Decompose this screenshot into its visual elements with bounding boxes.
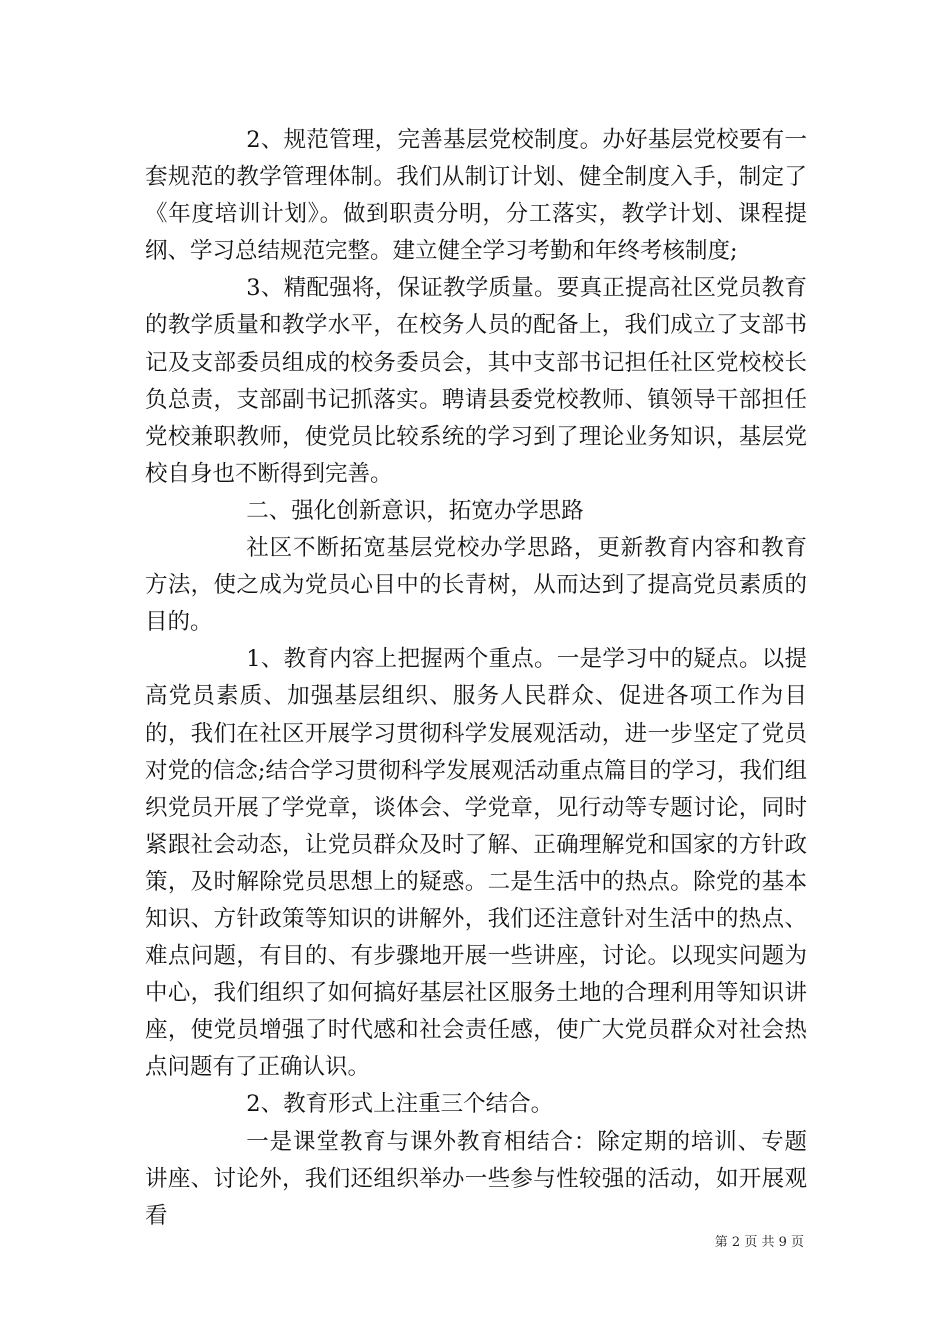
- section-heading: 二、强化创新意识，拓宽办学思路: [246, 497, 584, 524]
- paragraph-3: 社区不断拓宽基层党校办学思路，更新教育内容和教育方法，使之成为党员心目中的长青树，从而达到了提高党员素质的目的。: [145, 535, 807, 636]
- paragraph-4: 1、教育内容上把握两个重点。一是学习中的疑点。以提高党员素质、加强基层组织、服务人民群众、促进各项工作为目的，我们在社区开展学习贯彻科学发展观活动，进一步坚定了党员对党的信念;结合学习贯彻科学发展观活动重点篇目的学习，我们组织党员开展了学党章，谈体会、学党章，见行动等专题讨论，同时紧跟社会动态，让党员群众及时了解、正确理解党和国家的方针政策，及时解除党员思想上的疑惑。二是生活中的热点。除党的基本知识、方针政策等知识的讲解外，我们还注意针对生活中的热点、难点问题，有目的、有步骤地开展一些讲座，讨论。以现实问题为中心，我们组织了如何搞好基层社区服务土地的合理利用等知识讲座，使党员增强了时代感和社会责任感，使广大党员群众对社会热点问题有了正确认识。: [145, 646, 807, 1081]
- paragraph-5: 2、教育形式上注重三个结合。: [246, 1091, 554, 1118]
- paragraph-6: 一是课堂教育与课外教育相结合：除定期的培训、专题讲座、讨论外，我们还组织举办一些参与性较强的活动，如开展观看: [145, 1128, 807, 1229]
- paragraph-2: 3、精配强将，保证教学质量。要真正提高社区党员教育的教学质量和教学水平，在校务人员的配备上，我们成立了支部书记及支部委员组成的校务委员会，其中支部书记担任社区党校校长负总责，支部副书记抓落实。聘请县委党校教师、镇领导干部担任党校兼职教师，使党员比较系统的学习到了理论业务知识，基层党校自身也不断得到完善。: [145, 275, 807, 487]
- page-number-footer: 第 2 页 共 9 页: [714, 1235, 804, 1250]
- document-body: [145, 122, 807, 1235]
- paragraph-1: 2、规范管理，完善基层党校制度。办好基层党校要有一套规范的教学管理体制。我们从制订计划、健全制度入手，制定了《年度培训计划》。做到职责分明，分工落实，教学计划、课程提纲、学习总结规范完整。建立健全学习考勤和年终考核制度;: [145, 127, 807, 265]
